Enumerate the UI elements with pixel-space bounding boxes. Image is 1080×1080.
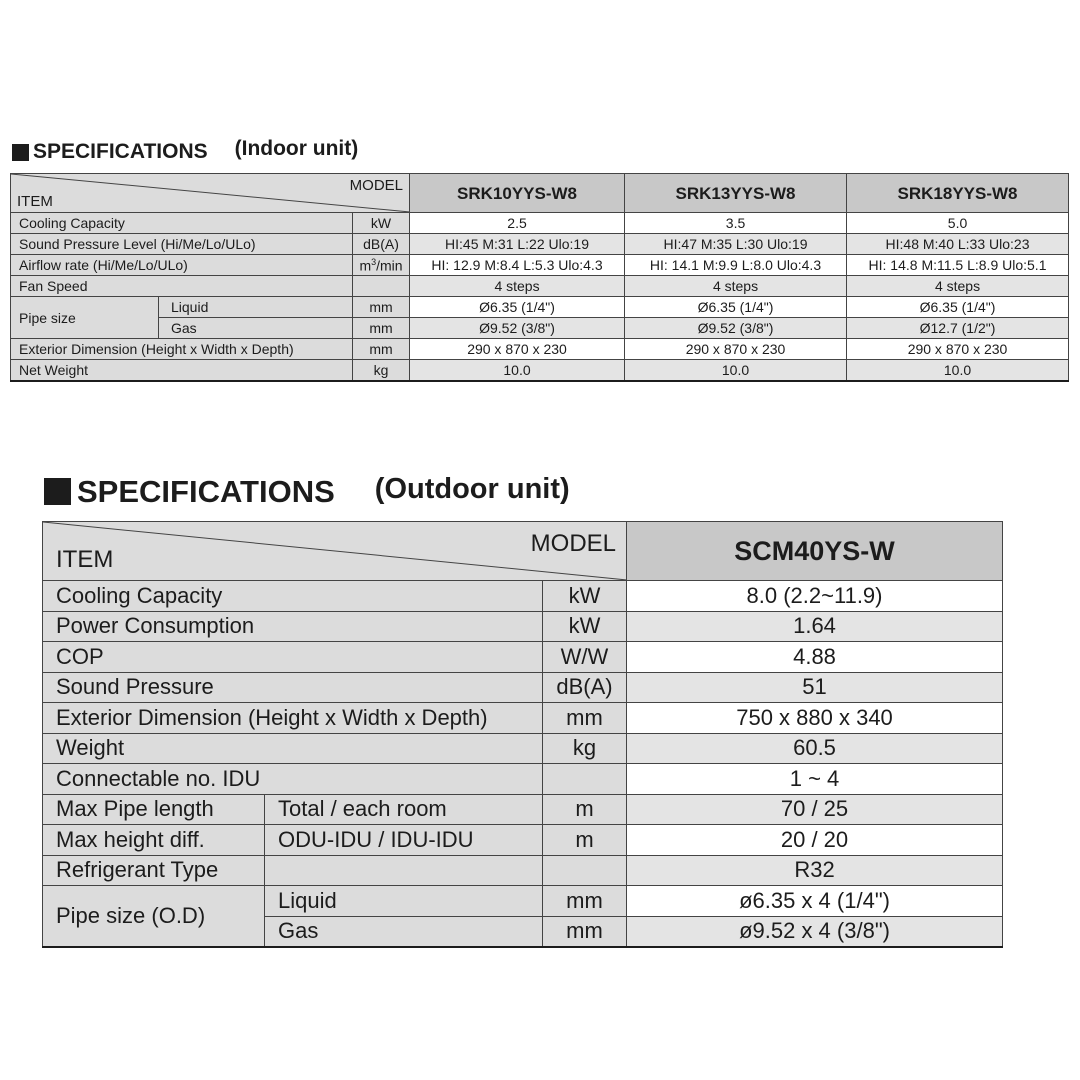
value-cell: HI: 14.8 M:11.5 L:8.9 Ulo:5.1 <box>847 255 1069 276</box>
row-label: Sound Pressure Level (Hi/Me/Lo/ULo) <box>11 234 353 255</box>
row-label: COP <box>43 642 543 673</box>
value-cell: 1 ~ 4 <box>627 764 1003 795</box>
row-unit <box>543 855 627 886</box>
table-row <box>11 234 1069 255</box>
row-label: Exterior Dimension (Height x Width x Depth) <box>11 339 353 360</box>
value-cell: Ø6.35 (1/4") <box>410 297 625 318</box>
value-cell: Ø9.52 (3/8") <box>410 318 625 339</box>
table-row <box>11 297 1069 318</box>
model-srk18: SRK18YYS-W8 <box>847 174 1069 213</box>
table-row <box>11 213 1069 234</box>
row-unit: m <box>543 794 627 825</box>
sub-label: Total / each room <box>265 794 543 825</box>
row-label: Max height diff. <box>43 825 265 856</box>
value-cell: 51 <box>627 672 1003 703</box>
row-label: Airflow rate (Hi/Me/Lo/ULo) <box>11 255 353 276</box>
value-cell: 60.5 <box>627 733 1003 764</box>
row-unit: m <box>543 825 627 856</box>
row-unit: kg <box>353 360 410 382</box>
table-row <box>11 255 1069 276</box>
model-srk13: SRK13YYS-W8 <box>625 174 847 213</box>
table-row <box>43 764 1003 795</box>
value-cell: 8.0 (2.2~11.9) <box>627 581 1003 612</box>
outdoor-subtitle: (Outdoor unit) <box>374 473 570 505</box>
table-row <box>43 703 1003 734</box>
table-row <box>43 672 1003 703</box>
title-square-icon <box>12 144 29 161</box>
table-row <box>43 642 1003 673</box>
value-cell: 10.0 <box>847 360 1069 382</box>
value-cell: HI:47 M:35 L:30 Ulo:19 <box>625 234 847 255</box>
unit-rest: /min <box>376 257 403 274</box>
row-unit: kW <box>543 581 627 612</box>
indoor-subtitle: (Indoor unit) <box>234 137 359 160</box>
table-row <box>11 318 1069 339</box>
row-label: Connectable no. IDU <box>43 764 543 795</box>
value-cell: HI:45 M:31 L:22 Ulo:19 <box>410 234 625 255</box>
row-unit: W/W <box>543 642 627 673</box>
value-cell: 3.5 <box>625 213 847 234</box>
value-cell: Ø12.7 (1/2") <box>847 318 1069 339</box>
model-srk10: SRK10YYS-W8 <box>410 174 625 213</box>
value-cell: 290 x 870 x 230 <box>410 339 625 360</box>
value-cell: 1.64 <box>627 611 1003 642</box>
sub-label: ODU-IDU / IDU-IDU <box>265 825 543 856</box>
value-cell: ø9.52 x 4 (3/8") <box>627 916 1003 947</box>
sub-label: Liquid <box>265 886 543 917</box>
outdoor-header-cell <box>43 522 627 581</box>
value-cell: 10.0 <box>625 360 847 382</box>
value-cell: 70 / 25 <box>627 794 1003 825</box>
row-unit: mm <box>543 886 627 917</box>
table-row <box>11 276 1069 297</box>
table-row <box>43 611 1003 642</box>
value-cell: 290 x 870 x 230 <box>847 339 1069 360</box>
row-label: Weight <box>43 733 543 764</box>
sub-label: Gas <box>159 318 353 339</box>
value-cell: 4 steps <box>847 276 1069 297</box>
header-model-label: MODEL <box>530 530 617 557</box>
value-cell: 20 / 20 <box>627 825 1003 856</box>
row-unit: kW <box>353 213 410 234</box>
value-cell: 2.5 <box>410 213 625 234</box>
value-cell: 750 x 880 x 340 <box>627 703 1003 734</box>
outdoor-spec-table <box>42 521 1003 948</box>
row-label: Fan Speed <box>11 276 353 297</box>
sub-label <box>265 855 543 886</box>
row-label: Refrigerant Type <box>43 855 265 886</box>
row-unit: dB(A) <box>353 234 410 255</box>
header-item-label: ITEM <box>17 193 53 210</box>
row-label: Exterior Dimension (Height x Width x Depth) <box>43 703 543 734</box>
value-cell: HI: 12.9 M:8.4 L:5.3 Ulo:4.3 <box>410 255 625 276</box>
value-cell: R32 <box>627 855 1003 886</box>
indoor-section-title <box>12 137 359 164</box>
row-label: Cooling Capacity <box>43 581 543 612</box>
row-label: Cooling Capacity <box>11 213 353 234</box>
row-label: Max Pipe length <box>43 794 265 825</box>
row-unit: mm <box>543 916 627 947</box>
value-cell: 5.0 <box>847 213 1069 234</box>
table-row <box>43 733 1003 764</box>
value-cell: Ø6.35 (1/4") <box>625 297 847 318</box>
indoor-title: SPECIFICATIONS <box>33 140 208 163</box>
row-unit: mm <box>543 703 627 734</box>
row-label: Net Weight <box>11 360 353 382</box>
row-unit: mm <box>353 339 410 360</box>
outdoor-section-title <box>44 474 570 510</box>
value-cell: HI:48 M:40 L:33 Ulo:23 <box>847 234 1069 255</box>
indoor-spec-table <box>10 173 1069 382</box>
row-unit: kW <box>543 611 627 642</box>
model-scm40: SCM40YS-W <box>627 522 1003 581</box>
sub-label: Gas <box>265 916 543 947</box>
outdoor-title: SPECIFICATIONS <box>77 474 335 509</box>
unit-base: m <box>359 257 372 274</box>
value-cell: Ø6.35 (1/4") <box>847 297 1069 318</box>
row-label: Pipe size (O.D) <box>43 886 265 948</box>
table-row <box>43 794 1003 825</box>
header-model-label: MODEL <box>349 177 404 194</box>
table-row <box>43 825 1003 856</box>
row-unit: kg <box>543 733 627 764</box>
table-row <box>43 855 1003 886</box>
value-cell: 4.88 <box>627 642 1003 673</box>
value-cell: 10.0 <box>410 360 625 382</box>
table-row <box>11 360 1069 382</box>
header-item-label: ITEM <box>56 546 114 573</box>
value-cell: ø6.35 x 4 (1/4") <box>627 886 1003 917</box>
table-row <box>43 581 1003 612</box>
unit-superscript: 3 <box>371 256 377 267</box>
value-cell: Ø9.52 (3/8") <box>625 318 847 339</box>
row-unit: mm <box>353 297 410 318</box>
row-unit: dB(A) <box>543 672 627 703</box>
row-unit <box>543 764 627 795</box>
row-unit <box>353 276 410 297</box>
value-cell: 4 steps <box>410 276 625 297</box>
table-row <box>43 886 1003 917</box>
row-label: Power Consumption <box>43 611 543 642</box>
row-unit <box>353 255 410 276</box>
table-row <box>11 339 1069 360</box>
row-unit: mm <box>353 318 410 339</box>
sub-label: Liquid <box>159 297 353 318</box>
value-cell: HI: 14.1 M:9.9 L:8.0 Ulo:4.3 <box>625 255 847 276</box>
value-cell: 4 steps <box>625 276 847 297</box>
value-cell: 290 x 870 x 230 <box>625 339 847 360</box>
title-square-icon <box>44 478 71 505</box>
row-label: Pipe size <box>11 297 159 339</box>
indoor-header-cell <box>11 174 410 213</box>
row-label: Sound Pressure <box>43 672 543 703</box>
